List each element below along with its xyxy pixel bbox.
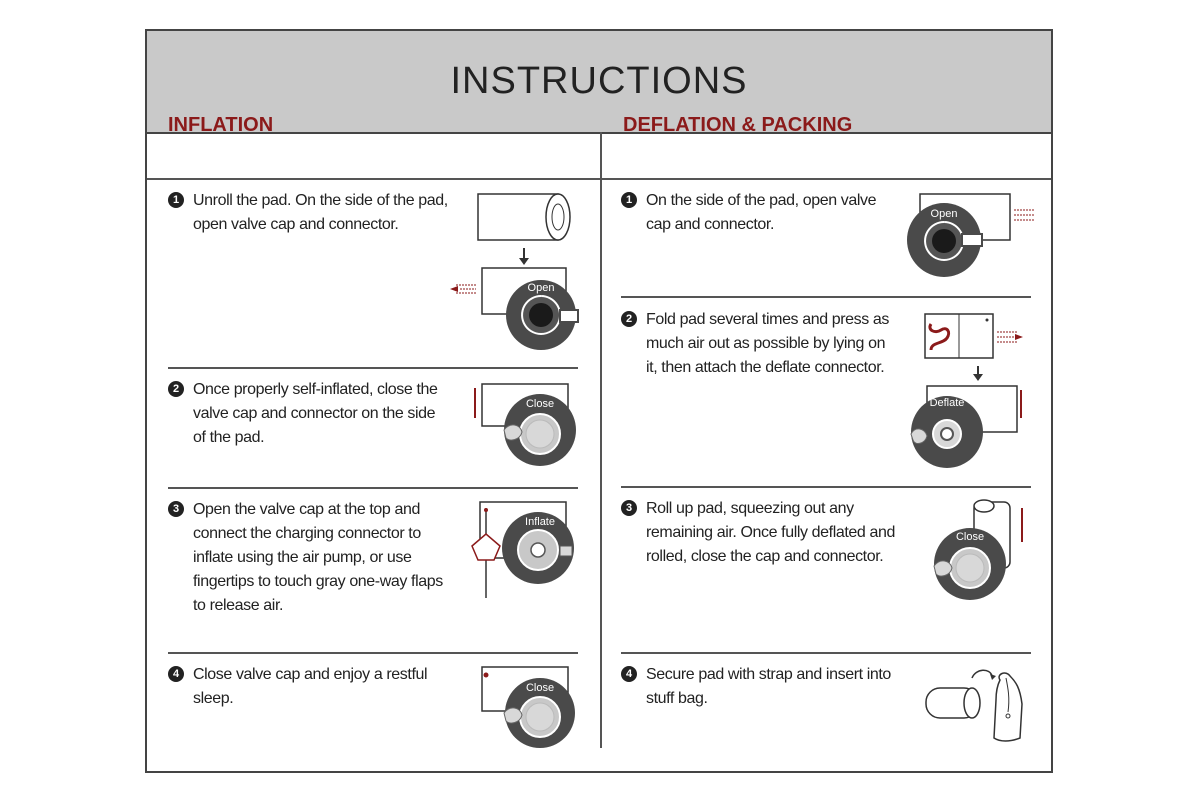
unroll-pad-illustration <box>446 188 580 354</box>
valve-label: Open <box>527 282 555 294</box>
step-number: 4 <box>168 666 184 682</box>
step-text: Close valve cap and enjoy a restful sleep. <box>193 666 428 707</box>
valve-label: Close <box>525 398 555 410</box>
open-valve-illustration <box>900 190 1036 280</box>
step-text: Roll up pad, squeezing out any remaining air. Once fully deflated and rolled, close the cap and connector. <box>646 500 895 565</box>
deflation-heading: DEFLATION & PACKING <box>623 114 853 136</box>
stuff-bag-illustration <box>920 664 1030 746</box>
inflate-illustration <box>468 498 580 604</box>
step-number: 1 <box>168 192 184 208</box>
step-text: Once properly self-inflated, close the valve cap and connector on the side of the pad. <box>193 381 438 446</box>
step-divider <box>168 367 578 369</box>
step-number: 4 <box>621 666 637 682</box>
step-divider <box>621 486 1031 488</box>
inflation-step-4 <box>168 663 448 711</box>
step-divider <box>621 296 1031 298</box>
step-number: 3 <box>168 501 184 517</box>
step-text: Fold pad several times and press as much air out as possible by lying on it, then attach the deflate connector. <box>646 311 890 376</box>
step-number: 2 <box>168 381 184 397</box>
valve-label: Close <box>955 531 985 543</box>
step-text: Unroll the pad. On the side of the pad, open valve cap and connector. <box>193 192 448 233</box>
step-divider <box>168 652 578 654</box>
step-text: Open the valve cap at the top and connect the charging connector to inflate using the air pump, or use fingertips to touch gray one-way flaps to release air. <box>193 501 443 614</box>
closed-valve-illustration <box>470 665 580 750</box>
step-text: Secure pad with strap and insert into stuff bag. <box>646 666 891 707</box>
valve-label: Open <box>930 208 958 220</box>
deflation-step-2 <box>621 308 891 380</box>
inflation-step-2 <box>168 378 448 450</box>
inflation-step-3 <box>168 498 453 618</box>
deflate-illustration <box>905 310 1030 470</box>
valve-label: Deflate <box>929 397 965 409</box>
column-divider <box>600 132 602 748</box>
step-text: On the side of the pad, open valve cap and connector. <box>646 192 877 233</box>
deflation-step-1 <box>621 189 891 237</box>
deflation-step-3 <box>621 497 901 569</box>
valve-label: Inflate <box>525 516 555 528</box>
step-number: 2 <box>621 311 637 327</box>
step-number: 1 <box>621 192 637 208</box>
step-divider <box>168 487 578 489</box>
inflation-heading: INFLATION <box>168 114 274 136</box>
page-title: INSTRUCTIONS <box>450 60 748 102</box>
valve-label: Close <box>525 682 555 694</box>
heading-rule <box>147 178 1051 180</box>
inflation-step-1 <box>168 189 448 237</box>
step-number: 3 <box>621 500 637 516</box>
step-divider <box>621 652 1031 654</box>
roll-close-illustration <box>928 496 1034 604</box>
deflation-step-4 <box>621 663 901 711</box>
title-bar <box>147 31 1051 134</box>
close-valve-illustration <box>470 380 580 470</box>
